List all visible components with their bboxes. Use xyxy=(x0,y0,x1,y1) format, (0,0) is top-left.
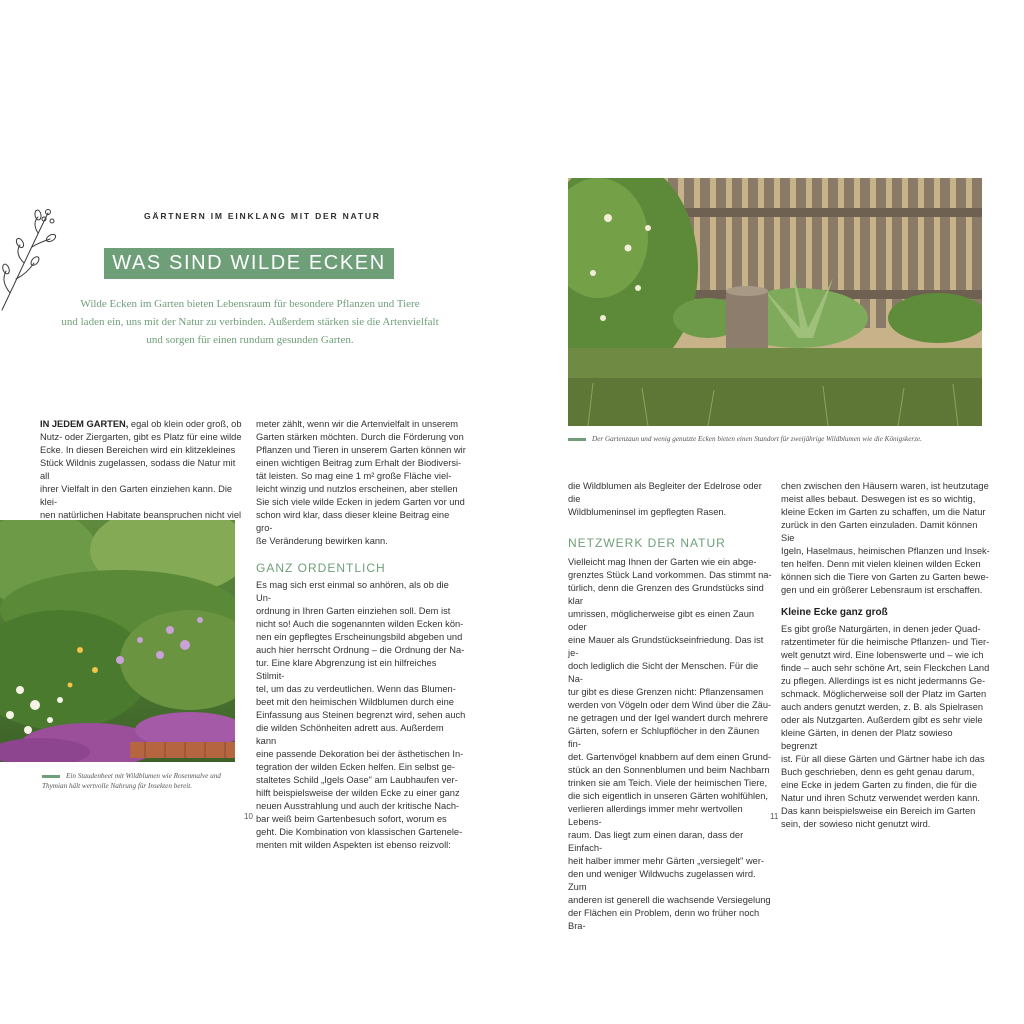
heading-ganz-ordentlich: GANZ ORDENTLICH xyxy=(256,561,386,575)
caption-marker xyxy=(42,775,60,778)
flowerbed-photo xyxy=(0,520,235,762)
heading-netzwerk-der-natur: NETZWERK DER NATUR xyxy=(568,536,726,550)
chapter-kicker: GÄRTNERN IM EINKLANG MIT DER NATUR xyxy=(144,211,381,221)
right-photo-caption: Der Gartenzaun und wenig genutzte Ecken bieten einen Standort für zweijährige Wildblumen wie die Königskerze. xyxy=(568,434,988,444)
right-column-1: die Wildblumen als Begleiter der Edelrose oder die Wildblumeninsel im gepflegten Rasen. NETZWERK DER NATUR Vielleicht mag Ihnen der Garten wie ein abge- grenztes Stück Land vorkommen. Das stimmt na- türlich, denn die Grenzen des Grundstücks sind klar umrissen, möglicherweise gibt es einen Zaun oder eine Mauer als Grundstückseinfriedung. Das ist je- doch lediglich die Sicht der Menschen. Für die Na- tur gibt es diese Grenzen nicht: Pflanzensamen werden von Vögeln oder dem Wind über die Zäu- ne getragen und der Igel wandert durch mehrere Gärten, sofern er Schlupflöcher in den Zäunen fin- det. Gartenvögel knabbern auf dem einen Grund- stück an den Sonnenblumen und beim Nachbarn trinken sie am Teich. Viele der heimischen Tiere, die sich eigentlich in unseren Gärten wohlfühlen, verlieren allerdings immer mehr wertvollen Lebens- raum. Das liegt zum einen daran, dass der Einfach- heit halber immer mehr Gärten „versiegelt" wer- den und weniger Wildwuchs zugelassen wird. Zum anderen ist generell die wachsende Versiegelung der Flächen ein Problem, denn wo früher noch Bra- xyxy=(568,481,772,931)
page-number-right: 11 xyxy=(770,812,779,821)
page-title: WAS SIND WILDE ECKEN xyxy=(104,248,394,279)
intro-text: Wilde Ecken im Garten bieten Lebensraum für besondere Pflanzen und Tiere und laden ein, uns mit der Natur zu verbinden. Außerdem stärken sie die Artenvielfalt und sorgen für einen rundum gesunden Garten. xyxy=(61,298,439,346)
right-column-2: chen zwischen den Häusern waren, ist heutzutage meist alles bebaut. Deswegen ist es so wichtig, kleine Ecken im Garten zu schaffen, um die Natur zurück in den Garten einzuladen. Damit können Sie Igeln, Haselmaus, heimischen Pflanzen und Insek- ten helfen. Denn mit vielen kleinen wilden Ecken können sich die Tiere von Garten zu Garten bewe- gen und ein größerer Lebensraum ist erschaffen. Kleine Ecke ganz groß Es gibt große Naturgärten, in denen jeder Quad- ratzentimeter für die heimische Pflanzen- und Tier- welt genutzt wird. Eine lobenswerte und – wie ich finde – auch sehr schöne Art, sein Fleckchen Land zu pflegen. Allerdings ist es nicht jedermanns Ge- schmack. Möglicherweise soll der Platz im Garten auch anders genutzt werden, z. B. als Spielrasen oder als Nutzgarten. Außerdem gibt es sehr viele kleine Gärten, in denen der Platz sowieso begrenzt ist. Für all diese Gärten und Gärtner habe ich das Buch geschrieben, denn es geht genau darum, eine Ecke in jedem Garten zu finden, die für die Natur und ihren Schutz verwendet werden kann. Das kann beispielsweise ein Bereich im Garten sein, der sowieso nicht genutzt wird. xyxy=(781,481,990,829)
left-photo-caption: Ein Staudenbeet mit Wildblumen wie Rosenmalve und Thymian hält wertvolle Nahrung für Insekten bereit. xyxy=(42,772,221,790)
fence-photo xyxy=(568,178,982,426)
heading-kleine-ecke: Kleine Ecke ganz groß xyxy=(781,607,888,618)
caption-marker xyxy=(568,438,586,441)
left-column-2: meter zählt, wenn wir die Artenvielfalt in unserem Garten stärken möchten. Durch die Förderung von Pflanzen und Tieren in unserem Garten können wir einen wichtigen Beitrag zum Erhalt der Biodiversi- tät leisten. So mag eine 1 m² große Fläche viel- leicht winzig und nutzlos erscheinen, aber stellen Sie sich viele wilde Ecken in jedem Garten vor und schon wird klar, dass dieser kleine Beitrag eine gro- ße Veränderung bewirken kann. GANZ ORDENTLICH Es mag sich erst einmal so anhören, als ob die Un- ordnung in Ihren Garten einziehen soll. Dem ist nicht so! Auch die sogenannten wilden Ecken kön- nen ein gepflegtes Erscheinungsbild abgeben und auch hier herrscht Ordnung – die Ordnung der Na- tur. Eine klare Abgrenzung ist ein hilfreiches Stilmit- tel, um das zu verdeutlichen. Wenn das Blumen- beet mit den heimischen Wildblumen durch eine Einfassung aus Steinen begrenzt wird, sehen auch die wilden Schönheiten adrett aus. Außerdem kann eine passende Dekoration bei der ästhetischen In- tegration der wilden Ecken helfen. Ein selbst ge- staltetes Schild „Igels Oase" am Laubhaufen ver- hilft beispielsweise der wilden Ecke zu einer ganz neuen Ausstrahlung und auch der kritische Nach- bar weiß beim Gartenbesuch sofort, worum es geht. Die Kombination von klassischen Gartenele- menten mit wilden Aspekten ist ebenso reizvoll: xyxy=(256,419,466,850)
page-number-left: 10 xyxy=(244,812,253,821)
left-column-1: IN JEDEM GARTEN, egal ob klein oder groß, ob Nutz- oder Ziergarten, gibt es Platz für eine wilde Ecke. In diesen Bereichen wird ein klitzekleines Stück Wildnis zugelassen, sodass die Natur mit all ihrer Vielfalt in den Garten einziehen kann. Die klei- nen natürlichen Habitate beanspruchen nicht viel xyxy=(40,419,242,520)
lead-in: IN JEDEM GARTEN, xyxy=(40,419,129,429)
